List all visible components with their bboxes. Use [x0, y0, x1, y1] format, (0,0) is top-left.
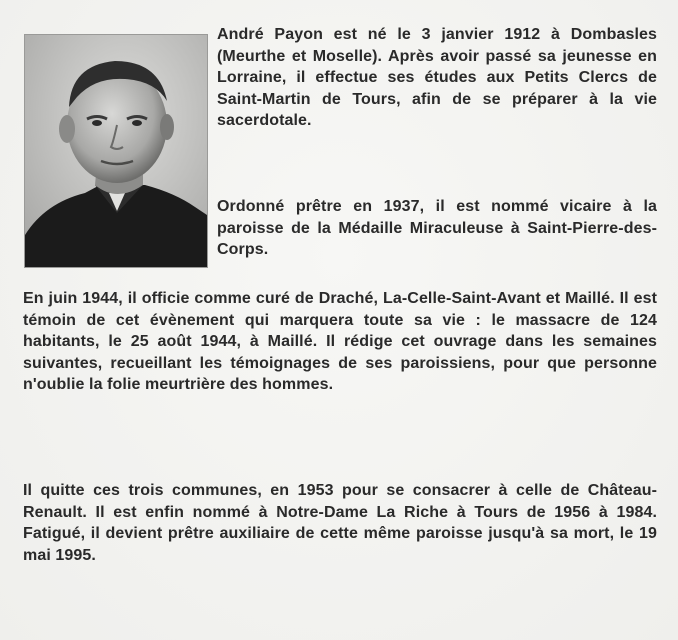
portrait-illustration — [25, 35, 207, 267]
paragraph-maille-massacre: En juin 1944, il officie comme curé de Draché, La-Celle-Saint-Avant et Maillé. Il est témoin de cet évènement qui marquera toute sa vie : le massacre de 124 habitants, le 25 août 1944, à Maillé. Il rédige cet ouvrage dans les semaines suivantes, recueillant les témoignages de ses paroissiens, pour que personne n'oublie la folie meurtrière des hommes. — [23, 290, 657, 393]
paragraph-biography-birth: André Payon est né le 3 janvier 1912 à Dombasles (Meurthe et Moselle). Après avoir passé sa jeunesse en Lorraine, il effectue ses études aux Petits Clercs de Saint-Martin de Tours, afin de se préparer à la vie sacerdotale. — [217, 26, 657, 129]
paragraph-ordination: Ordonné prêtre en 1937, il est nommé vicaire à la paroisse de la Médaille Miraculeuse à Saint-Pierre-des-Corps. — [217, 198, 657, 258]
portrait-photo — [24, 34, 208, 268]
paragraph-later-life: Il quitte ces trois communes, en 1953 pour se consacrer à celle de Château-Renault. Il est enfin nommé à Notre-Dame La Riche à Tours de 1956 à 1984. Fatigué, il devient prêtre auxiliaire de cette même paroisse jusqu'à sa mort, le 19 mai 1995. — [23, 482, 657, 564]
